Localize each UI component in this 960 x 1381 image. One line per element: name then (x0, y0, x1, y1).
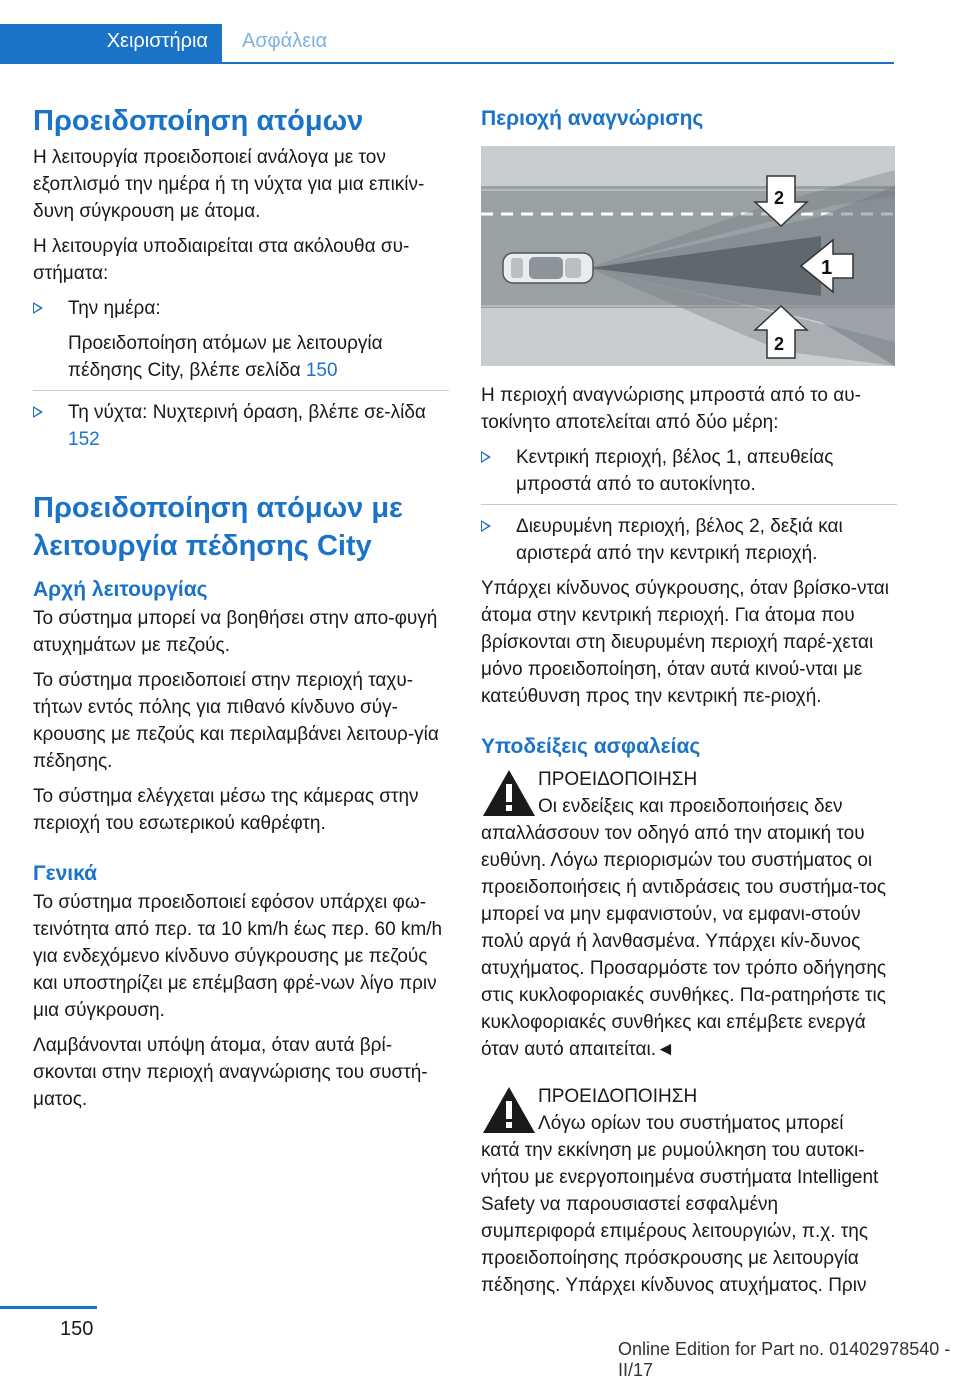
list-item-day-text (68, 330, 449, 384)
warning-1-body: απαλλάσσουν τον οδηγό από την ατομική του ευθύνη. Λόγω περιορισμών του συστήματος οι προειδοποιήσεις ή αντιδράσεις του συστήμα-τος μπορεί να μην εμφανιστούν, να εμφανι-στούν πολύ αργά ή λανθασμένα. Υπάρχει κίν-δυνος ατυχήματος. Προσαρμόστε τον τρόπο οδήγησης στις κυκλοφοριακές συνθήκες. Πα-ρατηρήστε τις κυκλοφοριακές συνθήκες και επέμβετε ενεργά όταν αυτό απαιτείται.◄ (481, 823, 887, 1060)
warning-1-text (481, 793, 897, 1063)
tab-controls[interactable] (0, 24, 222, 62)
right-column (481, 102, 897, 1299)
principle-paragraph-3: Το σύστημα ελέγχεται μέσω της κάμερας στην περιοχή του εσωτερικού καθρέφτη. (33, 786, 419, 834)
list-item-day (33, 295, 449, 384)
list-item-night-text: Τη νύχτα: Νυχτερινή όραση, βλέπε σε-λίδα (68, 402, 426, 423)
list-item-day-title: Την ημέρα: (68, 298, 161, 319)
warning-1-title: ΠΡΟΕΙΔΟΠΟΙΗΣΗ (538, 769, 698, 790)
list-separator (33, 390, 449, 391)
header-rule (0, 62, 894, 64)
list-item-day-body: Προειδοποίηση ατόμων με λειτουργία πέδησης City, βλέπε σελίδα (68, 333, 383, 381)
principle-paragraph-1: Το σύστημα μπορεί να βοηθήσει στην απο-φυγή ατυχημάτων με πεζούς. (33, 608, 438, 656)
warning-triangle-icon (481, 768, 537, 818)
general-paragraph-2: Λαμβάνονται υπόψη άτομα, όταν αυτά βρί-σκονται στην περιοχή αναγνώρισης του συστή-ματος. (33, 1035, 428, 1110)
general-paragraph-1: Το σύστημα προειδοποιεί εφόσον υπάρχει φω-τεινότητα από περ. τα 10 km/h έως περ. 60 km/h για ενδεχόμενο κίνδυνο σύγκρουσης με πεζούς και υποστηρίζει με επέμβαση φρέ-νων λίγο πριν μια σύγκρουση. (33, 892, 443, 1021)
subsection-title-detection-area: Περιοχή αναγνώρισης (481, 107, 704, 130)
page-link-150[interactable]: 150 (305, 360, 338, 381)
intro-paragraph: Η λειτουργία προειδοποιεί ανάλογα με τον εξοπλισμό την ημέρα ή τη νύχτα για μια επικίν-δυνη σύγκρουση με άτομα. (33, 147, 425, 222)
list-item-extended-area (481, 513, 897, 567)
left-column (33, 102, 449, 1121)
warning-triangle-icon (481, 1085, 537, 1135)
page-link-152[interactable]: 152 (68, 429, 100, 450)
section-title-city-brake: Προειδοποίηση ατόμων με λειτουργία πέδησης City (33, 492, 403, 562)
warning-2-first-line: Λόγω ορίων του συστήματος μπορεί (538, 1113, 844, 1134)
list-item-extended-text: Διευρυμένη περιοχή, βέλος 2, δεξιά και αριστερά από την κεντρική περιοχή. (516, 516, 843, 564)
subsection-title-principle: Αρχή λειτουργίας (33, 578, 208, 601)
svg-text:1: 1 (821, 257, 833, 279)
subsection-title-general: Γενικά (33, 862, 98, 885)
tab-safety[interactable]: Ασφάλεια (242, 30, 328, 52)
list-item-night (33, 399, 449, 453)
systems-paragraph: Η λειτουργία υποδιαιρείται στα ακόλουθα συ-στήματα: (33, 236, 410, 284)
bullet-triangle-icon (481, 520, 491, 532)
svg-text:2: 2 (774, 188, 785, 208)
list-item-central-text: Κεντρική περιοχή, βέλος 1, απευθείας μπροστά από το αυτοκίνητο. (516, 447, 834, 495)
collision-risk-paragraph: Υπάρχει κίνδυνος σύγκρουσης, όταν βρίσκο-νται άτομα στην κεντρική περιοχή. Για άτομα που βρίσκονται στη διευρυμένη περιοχή παρέ-χεται μόνο προειδοποίηση, όταν αυτά κινού-νται με κατεύθυνση προς την κεντρική πε-ριοχή. (481, 578, 889, 707)
bullet-triangle-icon (33, 406, 43, 418)
top-bar (0, 0, 960, 64)
footer-rule (0, 1306, 97, 1309)
warning-1-first-line: Οι ενδείξεις και προειδοποιήσεις δεν (538, 796, 843, 817)
edition-footer: Online Edition for Part no. 01402978540 - II/17 (618, 1339, 951, 1380)
bullet-triangle-icon (481, 451, 491, 463)
page-number: 150 (60, 1318, 94, 1340)
warning-2-title: ΠΡΟΕΙΔΟΠΟΙΗΣΗ (538, 1086, 698, 1107)
subsection-title-safety-notes: Υποδείξεις ασφαλείας (481, 735, 701, 758)
warning-2-body: κατά την εκκίνηση με ρυμούλκηση του αυτοκι-νήτου με ενεργοποιημένα συστήματα Intelligent Safety να παρουσιαστεί εσφαλμένη συμπεριφορά επιμέρους λειτουργιών, π.χ. της προειδοποίησης πρόσκρουσης με λειτουργία πέδησης. Υπάρχει κίνδυνος ατυχήματος. Πριν (481, 1140, 879, 1296)
section-title-person-warning: Προειδοποίηση ατόμων (33, 105, 364, 137)
warning-2-text (481, 1110, 897, 1299)
detection-area-figure (481, 146, 895, 366)
list-item-central-area (481, 444, 897, 498)
list-separator (481, 504, 897, 505)
svg-text:2: 2 (774, 334, 785, 354)
detection-paragraph: Η περιοχή αναγνώρισης μπροστά από το αυ-τοκίνητο αποτελείται από δύο μέρη: (481, 385, 861, 433)
principle-paragraph-2: Το σύστημα προειδοποιεί στην περιοχή ταχυ-τήτων εντός πόλης για πιθανό κίνδυνο σύγ-κρουσης με πεζούς και περιλαμβάνει λειτουρ-γία πέδησης. (33, 670, 439, 772)
bullet-triangle-icon (33, 302, 43, 314)
tab-controls-label: Χειριστήρια (106, 30, 208, 52)
detection-area-diagram (481, 146, 895, 366)
warning-block-1 (481, 766, 897, 1063)
car-icon (503, 253, 593, 283)
warning-block-2 (481, 1083, 897, 1299)
